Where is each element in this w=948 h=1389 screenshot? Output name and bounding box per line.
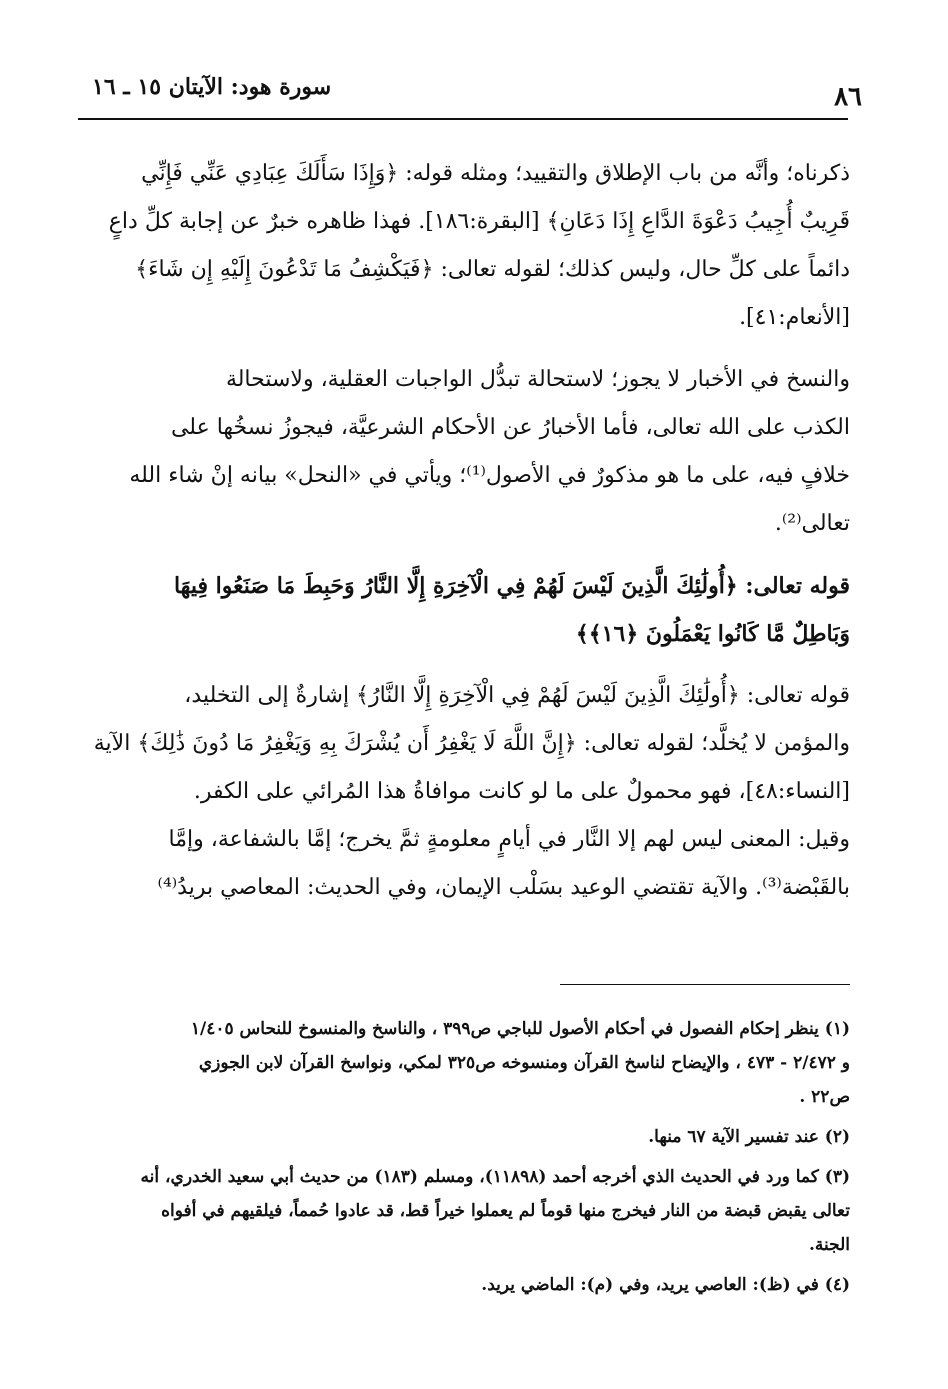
footnote-line: ص٢٢ . [799, 1087, 850, 1107]
footnote-line: (٤) في (ظ): العاصي يريد، وفي (م): الماضي يريد. [481, 1275, 850, 1295]
footnote-line: (٣) كما ورد في الحديث الذي أخرجه أحمد (١١٨٩٨)، ومسلم (١٨٣) من حديث أبي سعيد الخدري، أنه [140, 1167, 850, 1187]
text-line: [النساء:٤٨]، فهو محمولٌ على ما لو كانت موافاةُ هذا المُرائي على الكفر. [193, 779, 850, 804]
footnote-separator [560, 984, 850, 985]
page-number: ٨٦ [834, 82, 862, 112]
footnote-line: (١) ينظر إحكام الفصول في أحكام الأصول للباجي ص٣٩٩ ، والناسخ والمنسوخ للنحاس ١/٤٠٥ [190, 1019, 850, 1039]
footnote-line: تعالى يقبض قبضة من النار فيخرج منها قوماً لم يعملوا خيراً قط، قد عادوا حُمماً، فيلقيهم في أفواه [161, 1201, 850, 1221]
text-line: [الأنعام:٤١]. [739, 305, 850, 330]
main-text [80, 150, 850, 912]
text-line: قوله تعالى: ﴿أُولَٰئِكَ الَّذِينَ لَيْسَ لَهُمْ فِي الْآخِرَةِ إِلَّا النَّارُ﴾ إشارةٌ إلى التخليد، [184, 683, 850, 708]
text-line: خلافٍ فيه، على ما هو مذكورٌ في الأصول⁽¹⁾؛ ويأتي في «النحل» بيانه إنْ شاء الله [129, 463, 850, 488]
text-line: قَرِيبٌ أُجِيبُ دَعْوَةَ الدَّاعِ إِذَا دَعَانِ﴾ [البقرة:١٨٦]. فهذا ظاهره خبرٌ عن إجابة كلِّ داعٍ [108, 209, 850, 234]
footnote-line: و ٢/٤٧٢ - ٤٧٣ ، والإيضاح لناسخ القرآن ومنسوخه ص٣٢٥ لمكي، ونواسخ القرآن لابن الجوزي [198, 1053, 850, 1073]
page-header [78, 60, 870, 110]
text-line: تعالى⁽²⁾. [774, 511, 850, 536]
footnotes [80, 1012, 850, 1302]
text-line: بالقَبْضة⁽³⁾. والآية تقتضي الوعيد بسَلْب الإيمان، وفي الحديث: المعاصي بريدُ⁽⁴⁾ [157, 875, 850, 900]
header-rule [78, 118, 848, 120]
text-line: والمؤمن لا يُخلَّد؛ لقوله تعالى: ﴿إِنَّ اللَّهَ لَا يَغْفِرُ أَن يُشْرَكَ بِهِ وَيَغْفِرُ مَا دُونَ ذَٰلِكَ﴾ الآية [93, 731, 850, 756]
footnote-line: الجنة. [808, 1235, 850, 1255]
text-line: وقيل: المعنى ليس لهم إلا النَّار في أيامٍ معلومةٍ ثمَّ يخرج؛ إمَّا بالشفاعة، وإمَّا [168, 827, 850, 852]
verse-heading-line: وَبَاطِلٌ مَّا كَانُوا يَعْمَلُونَ ﴿١٦﴾﴾ [575, 621, 850, 647]
verse-heading-line: قوله تعالى: ﴿أُولَٰئِكَ الَّذِينَ لَيْسَ لَهُمْ فِي الْآخِرَةِ إِلَّا النَّارُ وَحَبِطَ مَا صَنَعُوا فِيهَا [173, 573, 850, 599]
footnote-line: (٢) عند تفسير الآية ٦٧ منها. [648, 1127, 850, 1147]
text-line: والنسخ في الأخبار لا يجوز؛ لاستحالة تبدُّل الواجبات العقلية، ولاستحالة [225, 367, 850, 392]
text-line: الكذب على الله تعالى، فأما الأخبارُ عن الأحكام الشرعيَّة، فيجوزُ نسخُها على [170, 415, 850, 440]
text-line: دائماً على كلِّ حال، وليس كذلك؛ لقوله تعالى: ﴿فَيَكْشِفُ مَا تَدْعُونَ إِلَيْهِ إِن شَاءَ﴾ [135, 257, 850, 282]
text-line: ذكرناه؛ وأنَّه من باب الإطلاق والتقييد؛ ومثله قوله: ﴿وَإِذَا سَأَلَكَ عِبَادِي عَنِّي فَإِنِّي [141, 161, 850, 186]
running-title: سورة هود: الآيتان ١٥ ـ ١٦ [92, 74, 332, 100]
